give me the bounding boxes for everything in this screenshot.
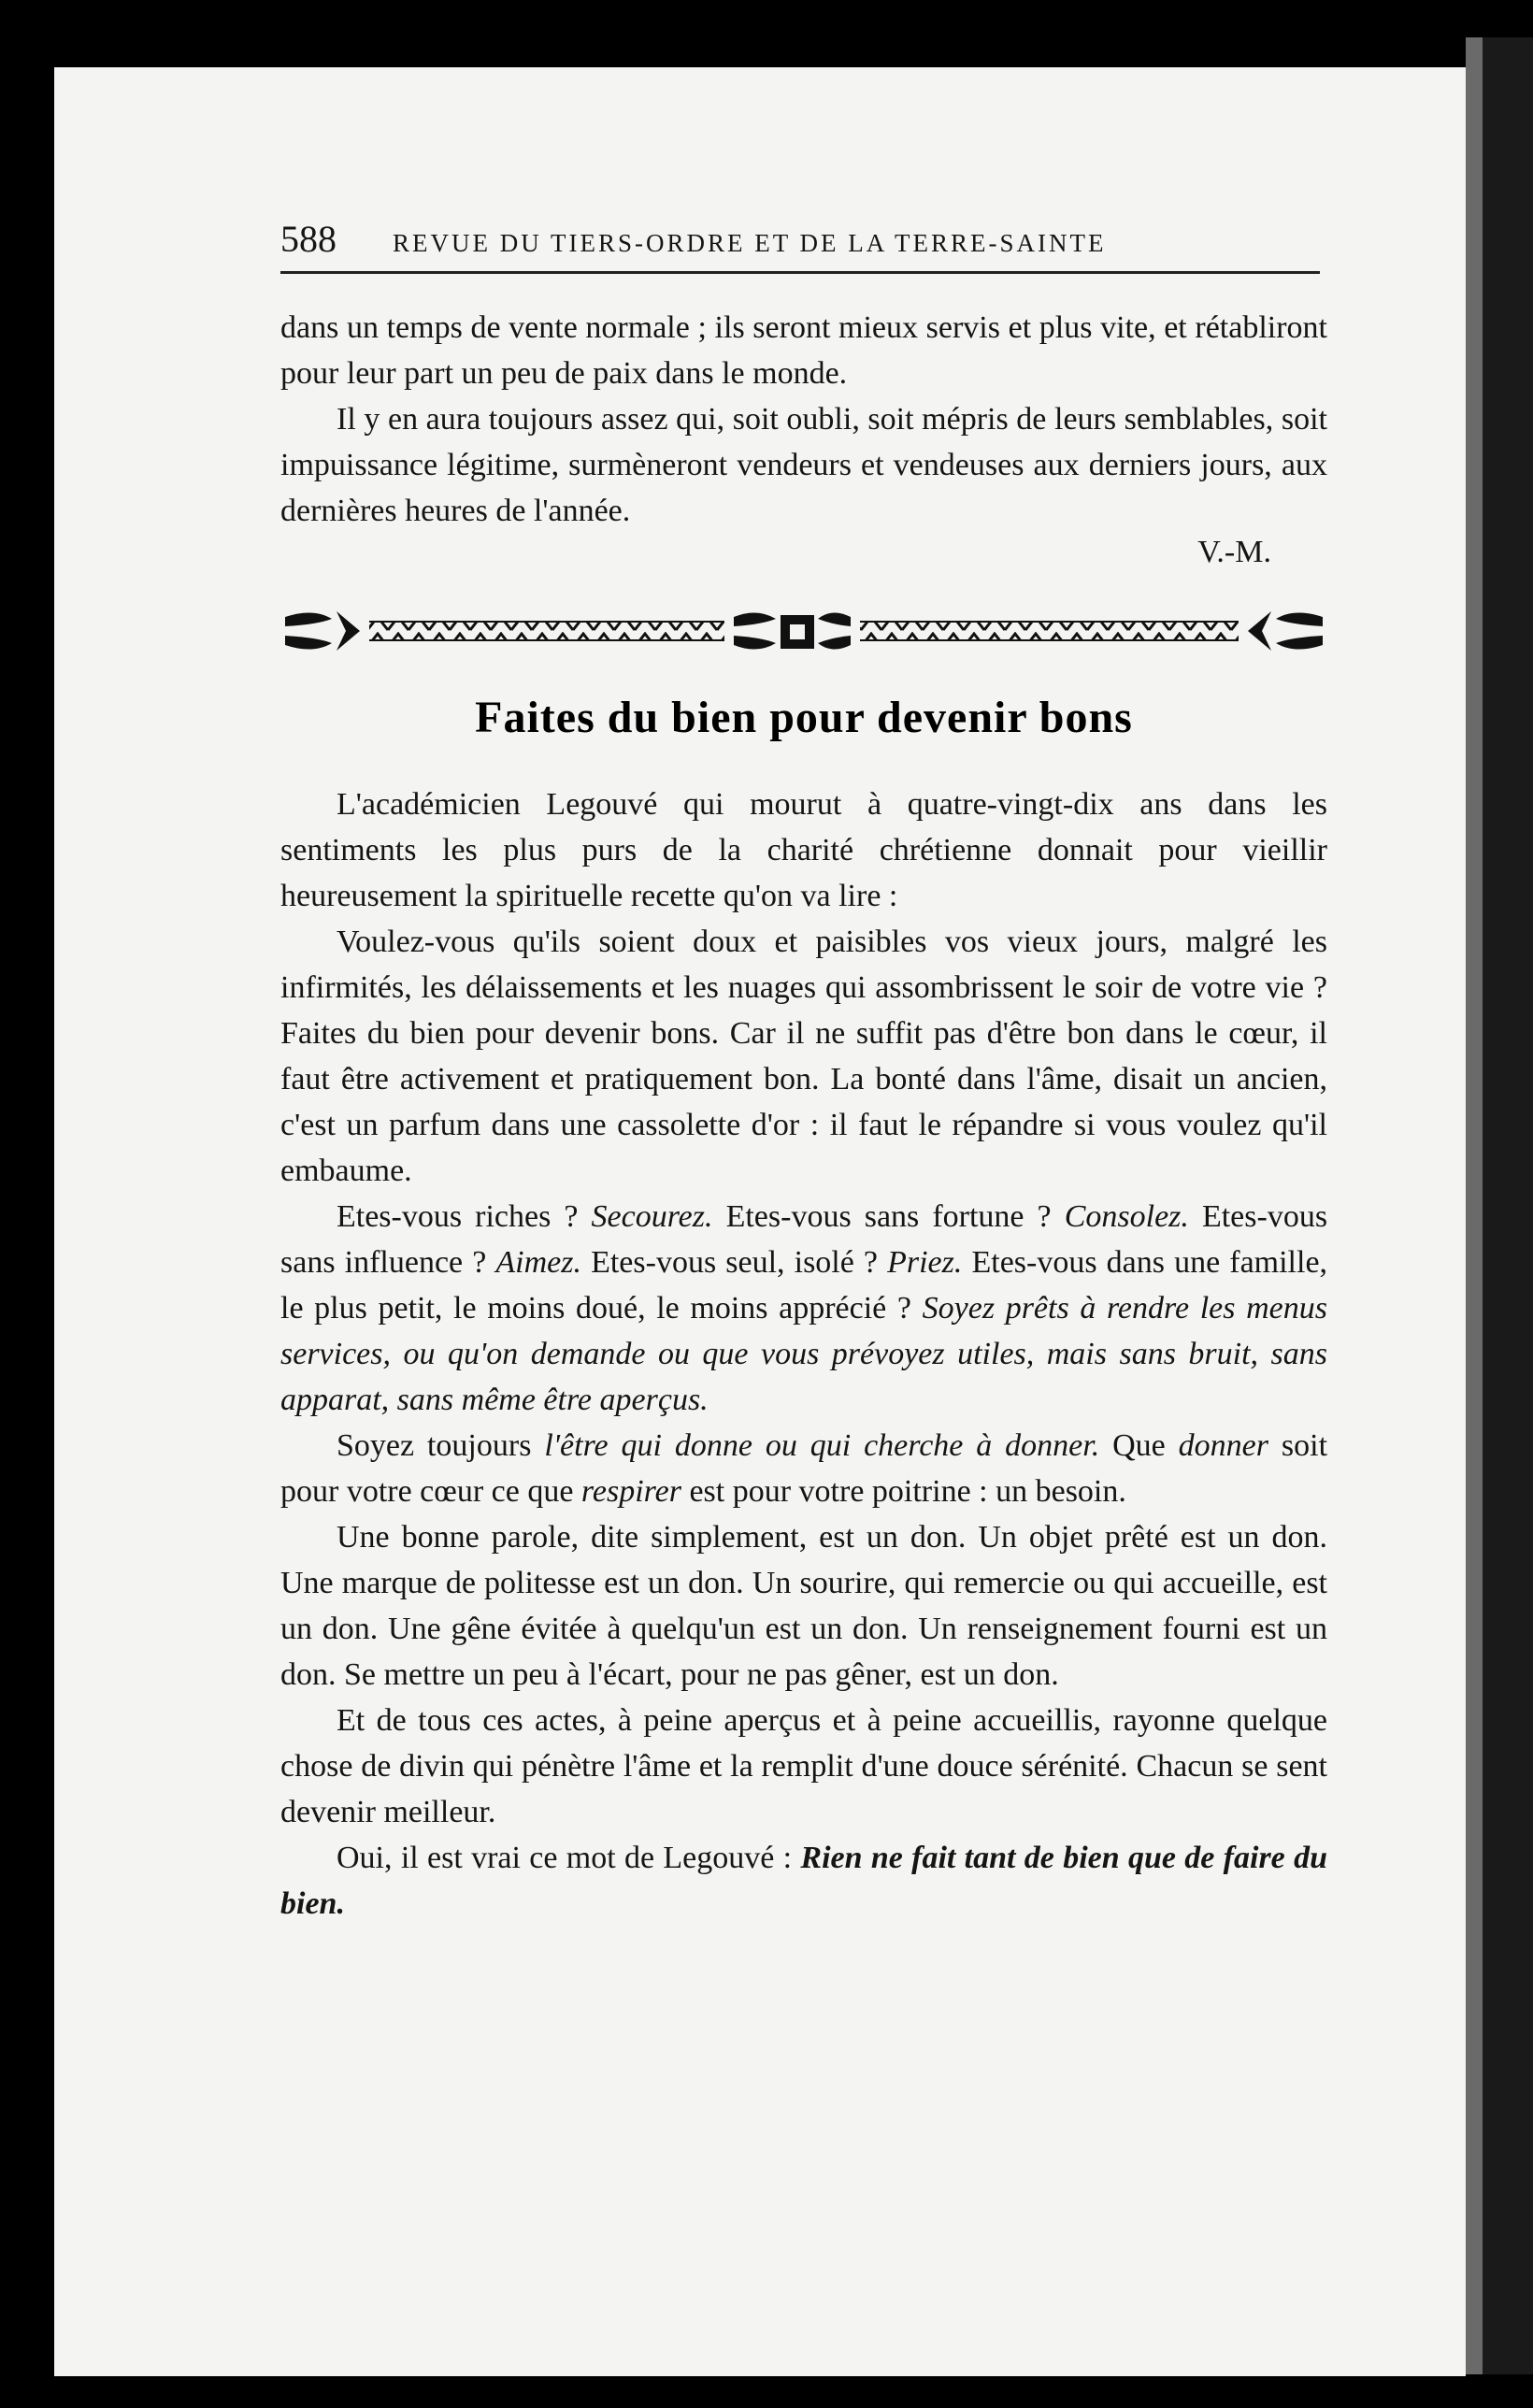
- italic-run: Consolez.: [1064, 1199, 1189, 1234]
- text-run: est pour votre poitrine : un besoin.: [689, 1474, 1126, 1509]
- paragraph: [280, 1423, 1327, 1514]
- paragraph: Une bonne parole, dite simplement, est un don. Un objet prêté est un don. Une marque de politesse est un don. Un sourire, qui remercie ou qui accueille, est un don. Une gêne évitée à quelqu'un est un don. Un renseignement fourni est un don. Se mettre un peu à l'écart, pour ne pas gêner, est un don.: [280, 1520, 1327, 1692]
- italic-run: Rien ne fait tant de bien que de faire du bien.: [280, 1841, 1327, 1921]
- book-spine: [1483, 37, 1533, 2374]
- page-edge: [1466, 37, 1483, 2374]
- paragraph: Il y en aura toujours assez qui, soit oubli, soit mépris de leurs semblables, soit impuissance légitime, surmèneront vendeurs et vendeuses aux derniers jours, aux dernières heures de l'année.: [280, 402, 1327, 528]
- italic-run: respirer: [580, 1474, 681, 1509]
- text-run: Oui, il est vrai ce mot de Legouvé :: [337, 1841, 793, 1875]
- text-run: soit pour votre cœur ce que: [280, 1428, 1328, 1509]
- text-run: Etes-vous dans une famille, le plus petit, le moins doué, le moins apprécié ?: [280, 1245, 1328, 1326]
- italic-run: donner: [1178, 1428, 1268, 1463]
- text-run: Etes-vous riches ?: [337, 1199, 579, 1234]
- paragraph: Et de tous ces actes, à peine aperçus et à peine accueillis, rayonne quelque chose de divin qui pénètre l'âme et la remplit d'une douce sérénité. Chacun se sent devenir meilleur.: [280, 1703, 1327, 1829]
- text-run: Etes-vous seul, isolé ?: [591, 1245, 879, 1280]
- paragraph: L'académicien Legouvé qui mourut à quatre-vingt-dix ans dans les sentiments les plus purs de la charité chrétienne donnait pour vieillir heureusement la spirituelle recette qu'on va lire :: [280, 787, 1327, 913]
- text-run: Etes-vous sans influence ?: [280, 1199, 1328, 1280]
- ornamental-divider: [285, 598, 1323, 664]
- paragraph: [280, 1835, 1327, 1927]
- signature: V.-M.: [1197, 535, 1271, 569]
- italic-run: Secourez.: [591, 1199, 713, 1234]
- paragraph: [280, 1194, 1327, 1423]
- article-title: Faites du bien pour devenir bons: [475, 693, 1133, 742]
- article-body: [280, 781, 1327, 1927]
- previous-article-end: [280, 305, 1327, 571]
- italic-run: l'être qui donne ou qui cherche à donner.: [544, 1428, 1100, 1463]
- paragraph: dans un temps de vente normale ; ils seront mieux servis et plus vite, et rétabliront pour leur part un peu de paix dans le monde.: [280, 310, 1327, 391]
- header-rule: [280, 271, 1320, 274]
- text-run: Etes-vous sans fortune ?: [725, 1199, 1052, 1234]
- page-number: 588: [280, 218, 337, 260]
- paragraph: Voulez-vous qu'ils soient doux et paisibles vos vieux jours, malgré les infirmités, les délaissements et les nuages qui assombrissent le soir de votre vie ? Faites du bien pour devenir bons. Car il ne suffit pas d'être bon dans le cœur, il faut être activement et pratiquement bon. La bonté dans l'âme, disait un ancien, c'est un parfum dans une cassolette d'or : il faut le répandre si vous voulez qu'il embaume.: [280, 924, 1327, 1188]
- italic-run: Soyez prêts à rendre les menus services, ou qu'on demande ou que vous prévoyez utiles, mais sans bruit, sans apparat, sans même être aperçus.: [280, 1291, 1327, 1417]
- text-run: Soyez toujours: [337, 1428, 532, 1463]
- running-title: REVUE DU TIERS-ORDRE ET DE LA TERRE-SAINTE: [393, 229, 1107, 257]
- text-run: Que: [1112, 1428, 1166, 1463]
- running-header: [280, 217, 1327, 273]
- italic-run: Aimez.: [495, 1245, 581, 1280]
- italic-run: Priez.: [887, 1245, 963, 1280]
